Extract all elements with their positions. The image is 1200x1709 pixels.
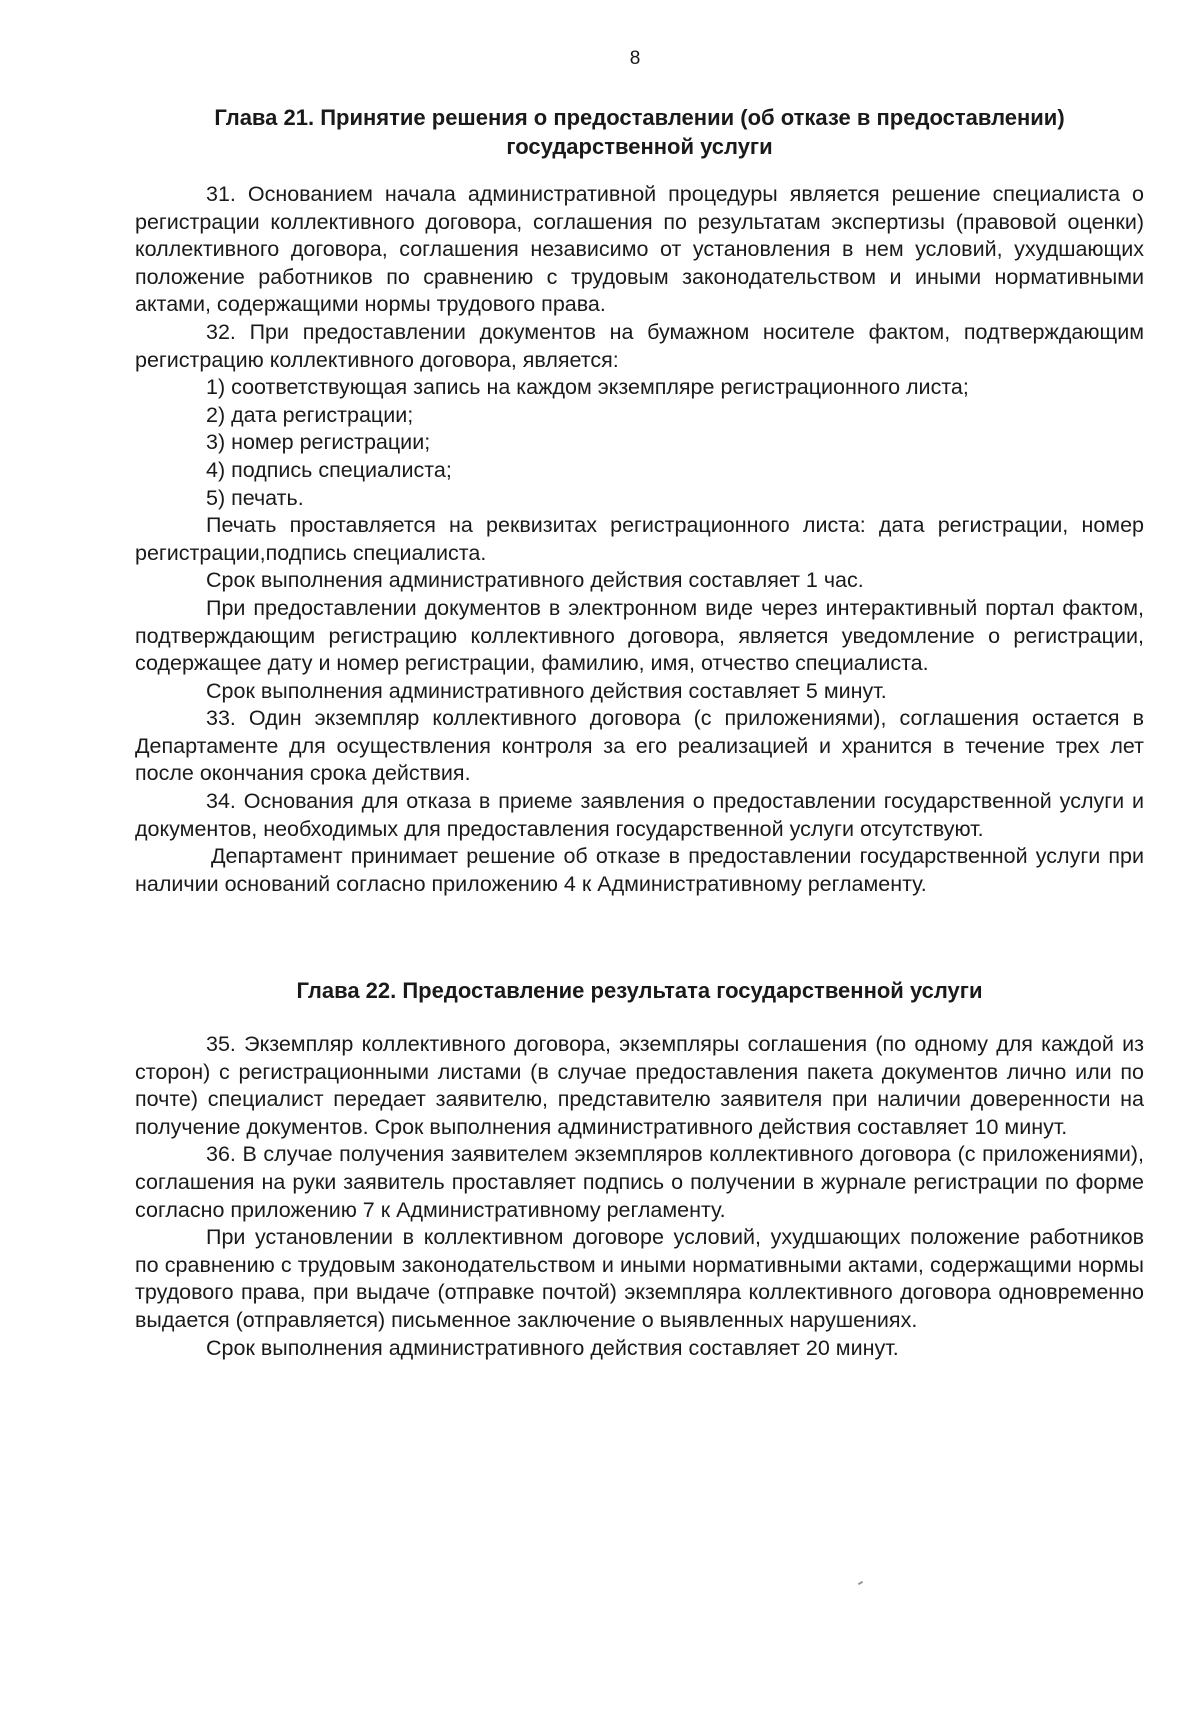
chapter-21-title-line1: Глава 21. Принятие решения о предоставлении (об отказе в предоставлении) xyxy=(214,105,1065,130)
list-item-5: 5) печать. xyxy=(206,485,304,510)
page-number: 8 xyxy=(629,48,641,69)
paragraph-conditions: При установлении в коллективном договоре условий, ухудшающих положение работников по сравнению с трудовым законодательством и иными нормативными актами, содержащими нормы трудового права, при выдаче (отправке почтой) экземпляра коллективного договора одновременно выдается (отправляется) письменное заключение о выявленных нарушениях. xyxy=(135,1225,1144,1332)
paragraph-31: 31. Основанием начала административной процедуры является решение специалиста о регистрации коллективного договора, соглашения по результатам экспертизы (правовой оценки) коллективного договора, соглашения независимо от установления в нем условий, ухудшающих положение работников по сравнению с трудовым законодательством и иными нормативными актами, содержащими нормы трудового права. xyxy=(135,182,1144,317)
chapter-22-body xyxy=(135,1031,1144,1362)
chapter-21-body xyxy=(135,181,1144,898)
chapter-22-section xyxy=(135,976,1144,1005)
paragraph-term-20-minutes: Срок выполнения административного действия составляет 20 минут. xyxy=(206,1335,899,1360)
paragraph-35: 35. Экземпляр коллективного договора, экземпляры соглашения (по одному для каждой из сторон) с регистрационными листами (в случае предоставления пакета документов лично или по почте) специалист передает заявителю, представителю заявителя при наличии доверенности на получение документов. Срок выполнения административного действия составляет 10 минут. xyxy=(135,1032,1144,1139)
list-item-1: 1) соответствующая запись на каждом экземпляре регистрационного листа; xyxy=(206,375,969,400)
chapter-22-title: Глава 22. Предоставление результата государственной услуги xyxy=(296,978,983,1003)
paragraph-electronic: При предоставлении документов в электронном виде через интерактивный портал фактом, подтверждающим регистрацию коллективного договора, является уведомление о регистрации, содержащее дату и номер регистрации, фамилию, имя, отчество специалиста. xyxy=(135,595,1144,676)
list-item-4: 4) подпись специалиста; xyxy=(206,457,452,482)
paragraph-stamp: Печать проставляется на реквизитах регистрационного листа: дата регистрации, номер регистрации,подпись специалиста. xyxy=(135,513,1144,565)
scan-mark xyxy=(858,1581,863,1585)
chapter-21-section xyxy=(135,103,1144,161)
paragraph-36: 36. В случае получения заявителем экземпляров коллективного договора (с приложениями), соглашения на руки заявитель проставляет подпись о получении в журнале регистрации по форме согласно приложению 7 к Административному регламенту. xyxy=(135,1142,1144,1222)
chapter-21-title-line2: государственной услуги xyxy=(506,134,773,159)
paragraph-32: 32. При предоставлении документов на бумажном носителе фактом, подтверждающим регистрацию коллективного договора, является: xyxy=(135,319,1144,372)
paragraph-refusal: Департамент принимает решение об отказе в предоставлении государственной услуги при наличии оснований согласно приложению 4 к Административному регламенту. xyxy=(135,844,1144,896)
paragraph-34: 34. Основания для отказа в приеме заявления о предоставлении государственной услуги и документов, необходимых для предоставления государственной услуги отсутствуют. xyxy=(135,789,1144,841)
list-item-3: 3) номер регистрации; xyxy=(206,430,431,455)
paragraph-term-5-minutes: Срок выполнения административного действия составляет 5 минут. xyxy=(206,678,887,703)
list-item-2: 2) дата регистрации; xyxy=(206,402,414,427)
paragraph-33: 33. Один экземпляр коллективного договора (с приложениями), соглашения остается в Департаменте для осуществления контроля за его реализацией и хранится в течение трех лет после окончания срока действия. xyxy=(135,706,1144,786)
paragraph-term-1-hour: Срок выполнения административного действия составляет 1 час. xyxy=(206,568,864,593)
